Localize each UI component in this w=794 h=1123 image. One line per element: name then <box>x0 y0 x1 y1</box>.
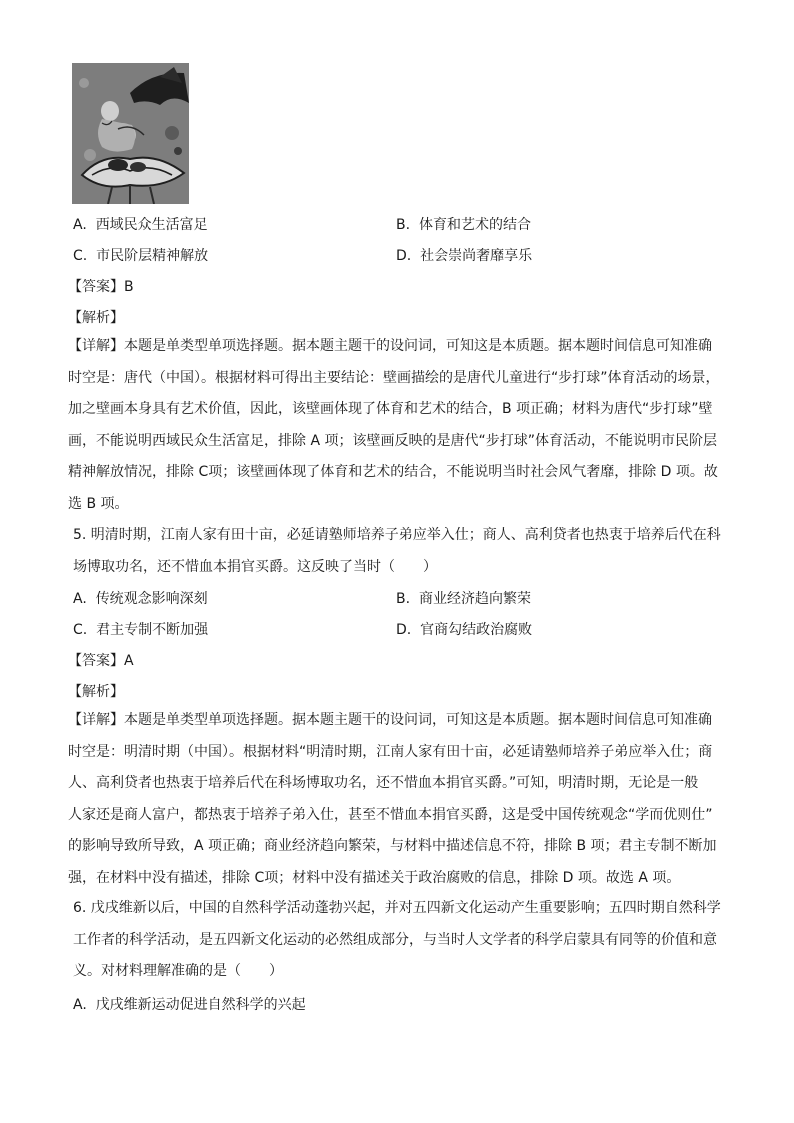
q5-stem-line: 场博取功名，还不惜血本捐官买爵。这反映了当时（ ） <box>73 558 437 575</box>
q5-stem-line: 5. 明清时期，江南人家有田十亩，必延请塾师培养子弟应举入仕；商人、高利贷者也热衷于培养后代在科 <box>73 527 721 543</box>
q5-detail-line: 强，在材料中没有描述，排除 C项；材料中没有描述关于政治腐败的信息，排除 D 项。故选 A 项。 <box>68 869 681 886</box>
q4-option-a: A. 西域民众生活富足 <box>73 217 208 233</box>
q4-detail-line: 【详解】本题是单类型单项选择题。据本题主题干的设问词，可知这是本质题。据本题时间信息可知准确 <box>68 338 712 354</box>
q4-analysis-heading: 【解析】 <box>68 310 124 326</box>
mural-image <box>72 63 189 204</box>
q5-detail <box>68 705 718 894</box>
q5-option-b: B. 商业经济趋向繁荣 <box>396 591 531 607</box>
q6-stem-line: 工作者的科学活动，是五四新文化运动的必然组成部分，与当时人文学者的科学启蒙具有同等的价值和意 <box>73 931 717 948</box>
q4-detail-line: 精神解放情况，排除 C项；该壁画体现了体育和艺术的结合，不能说明当时社会风气奢靡，排除 D 项。故 <box>68 464 718 480</box>
q5-stem <box>73 520 723 583</box>
q5-detail-line: 【详解】本题是单类型单项选择题。据本题主题干的设问词，可知这是本质题。据本题时间信息可知准确 <box>68 712 712 728</box>
q5-detail-line: 的影响导致所导致，A 项正确；商业经济趋向繁荣，与材料中描述信息不符，排除 B 项；君主专制不断加 <box>68 838 717 854</box>
q5-detail-line: 人家还是商人富户，都热衷于培养子弟入仕，甚至不惜血本捐官买爵，这是受中国传统观念“学而优则仕” <box>68 806 713 823</box>
q4-detail-line: 加之壁画本身具有艺术价值，因此，该壁画体现了体育和艺术的结合，B 项正确；材料为唐代“步打球”壁 <box>68 401 713 417</box>
q4-answer: 【答案】B <box>68 279 134 295</box>
q5-option-d: D. 官商勾结政治腐败 <box>396 622 533 638</box>
q6-option-a: A. 戊戌维新运动促进自然科学的兴起 <box>73 997 306 1013</box>
q4-option-c: C. 市民阶层精神解放 <box>73 248 209 264</box>
q5-analysis-heading: 【解析】 <box>68 684 124 700</box>
q4-option-b: B. 体育和艺术的结合 <box>396 217 531 233</box>
q6-stem-line: 义。对材料理解准确的是（ ） <box>73 963 283 979</box>
q5-detail-line: 时空是：明清时期（中国）。根据材料“明清时期，江南人家有田十亩，必延请塾师培养子弟应举入仕；商 <box>68 743 713 760</box>
q5-option-c: C. 君主专制不断加强 <box>73 622 209 638</box>
q6-stem <box>73 893 723 988</box>
q4-option-d: D. 社会崇尚奢靡享乐 <box>396 248 533 264</box>
q4-detail-line: 画，不能说明西域民众生活富足，排除 A 项；该壁画反映的是唐代“步打球”体育活动，不能说明市民阶层 <box>68 432 717 449</box>
q5-detail-line: 人、高利贷者也热衷于培养后代在科场博取功名，还不惜血本捐官买爵。”可知，明清时期，无论是一般 <box>68 775 699 791</box>
q4-detail-line: 选 B 项。 <box>68 495 129 512</box>
q4-detail-line: 时空是：唐代（中国）。根据材料可得出主要结论：壁画描绘的是唐代儿童进行“步打球”体育活动的场景， <box>68 369 720 386</box>
q4-detail <box>68 331 718 520</box>
q5-answer: 【答案】A <box>68 653 134 669</box>
q6-stem-line: 6. 戊戌维新以后，中国的自然科学活动蓬勃兴起，并对五四新文化运动产生重要影响；五四时期自然科学 <box>73 900 721 916</box>
q5-option-a: A. 传统观念影响深刻 <box>73 591 208 607</box>
